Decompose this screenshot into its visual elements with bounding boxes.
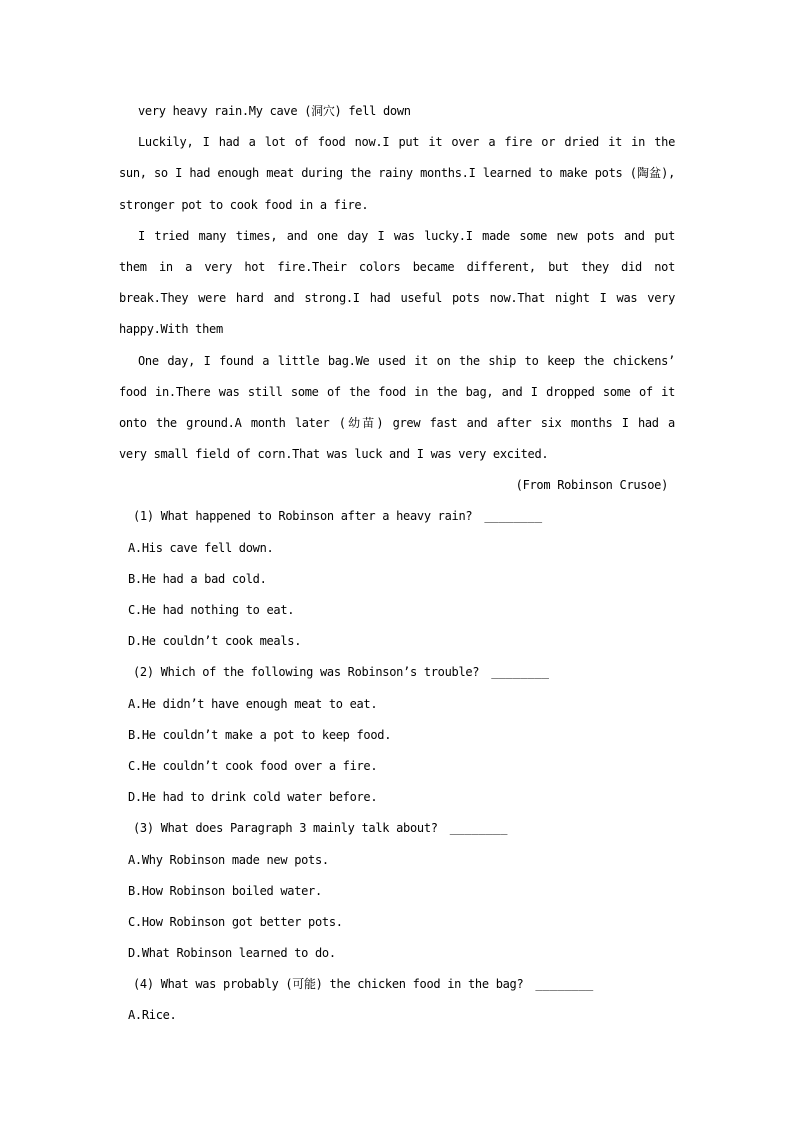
passage-line: I tried many times, and one day I was lucky.I made some new pots and put [138, 228, 675, 243]
source-attribution: (From Robinson Crusoe) [515, 478, 668, 493]
passage-line: onto the ground.A month later (幼苗) grew fast and after six months I had a [119, 415, 675, 430]
option-text: A.His cave fell down. [128, 540, 274, 555]
passage-line: very heavy rain.My cave (洞穴) fell down [138, 104, 411, 118]
question-text: (2) Which of the following was Robinson’s trouble? [133, 665, 480, 680]
option-text: C.How Robinson got better pots. [128, 914, 343, 929]
passage-line: them in a very hot fire.Their colors became different, but they did not [119, 259, 675, 274]
question-prompt [119, 969, 675, 1000]
option-text: A.He didn’t have enough meat to eat. [128, 696, 378, 711]
option-text: D.He had to drink cold water before. [128, 790, 378, 805]
question-prompt [119, 813, 675, 844]
passage-line: very small field of corn.That was luck and I was very excited. [119, 447, 549, 462]
option-text: D.He couldn’t cook meals. [128, 634, 302, 649]
answer-blank: ________ [491, 665, 550, 680]
option-text: B.He had a bad cold. [128, 571, 267, 586]
option-text: C.He couldn’t cook food over a fire. [128, 758, 378, 773]
passage-line: One day, I found a little bag.We used it on the ship to keep the chickens’ [138, 353, 675, 368]
passage-line: break.They were hard and strong.I had useful pots now.That night I was very [119, 291, 675, 306]
option-text: A.Rice. [128, 1008, 177, 1023]
passage-line: Luckily, I had a lot of food now.I put it over a fire or dried it in the [138, 135, 675, 150]
passage-line: food in.There was still some of the food in the bag, and I dropped some of it [119, 384, 675, 399]
question-prompt [119, 657, 675, 688]
option-text: A.Why Robinson made new pots. [128, 852, 329, 867]
question-prompt [119, 501, 675, 532]
passage-line: sun, so I had enough meat during the rainy months.I learned to make pots (陶盆), [119, 166, 675, 181]
option-text: B.He couldn’t make a pot to keep food. [128, 727, 392, 742]
question-text: (3) What does Paragraph 3 mainly talk about? [133, 821, 438, 836]
passage-line: stronger pot to cook food in a fire. [119, 197, 369, 212]
answer-blank: ________ [484, 509, 543, 524]
option-text: D.What Robinson learned to do. [128, 946, 336, 961]
question-text: (1) What happened to Robinson after a heavy rain? [133, 509, 473, 524]
option-text: C.He had nothing to eat. [128, 603, 295, 617]
questions-section [119, 501, 675, 1031]
answer-blank: ________ [535, 977, 594, 992]
reading-passage [119, 96, 675, 470]
passage-line: happy.With them [119, 322, 223, 337]
question-text: (4) What was probably (可能) the chicken food in the bag? [133, 977, 524, 992]
answer-blank: ________ [449, 821, 508, 836]
option-text: B.How Robinson boiled water. [128, 883, 322, 898]
